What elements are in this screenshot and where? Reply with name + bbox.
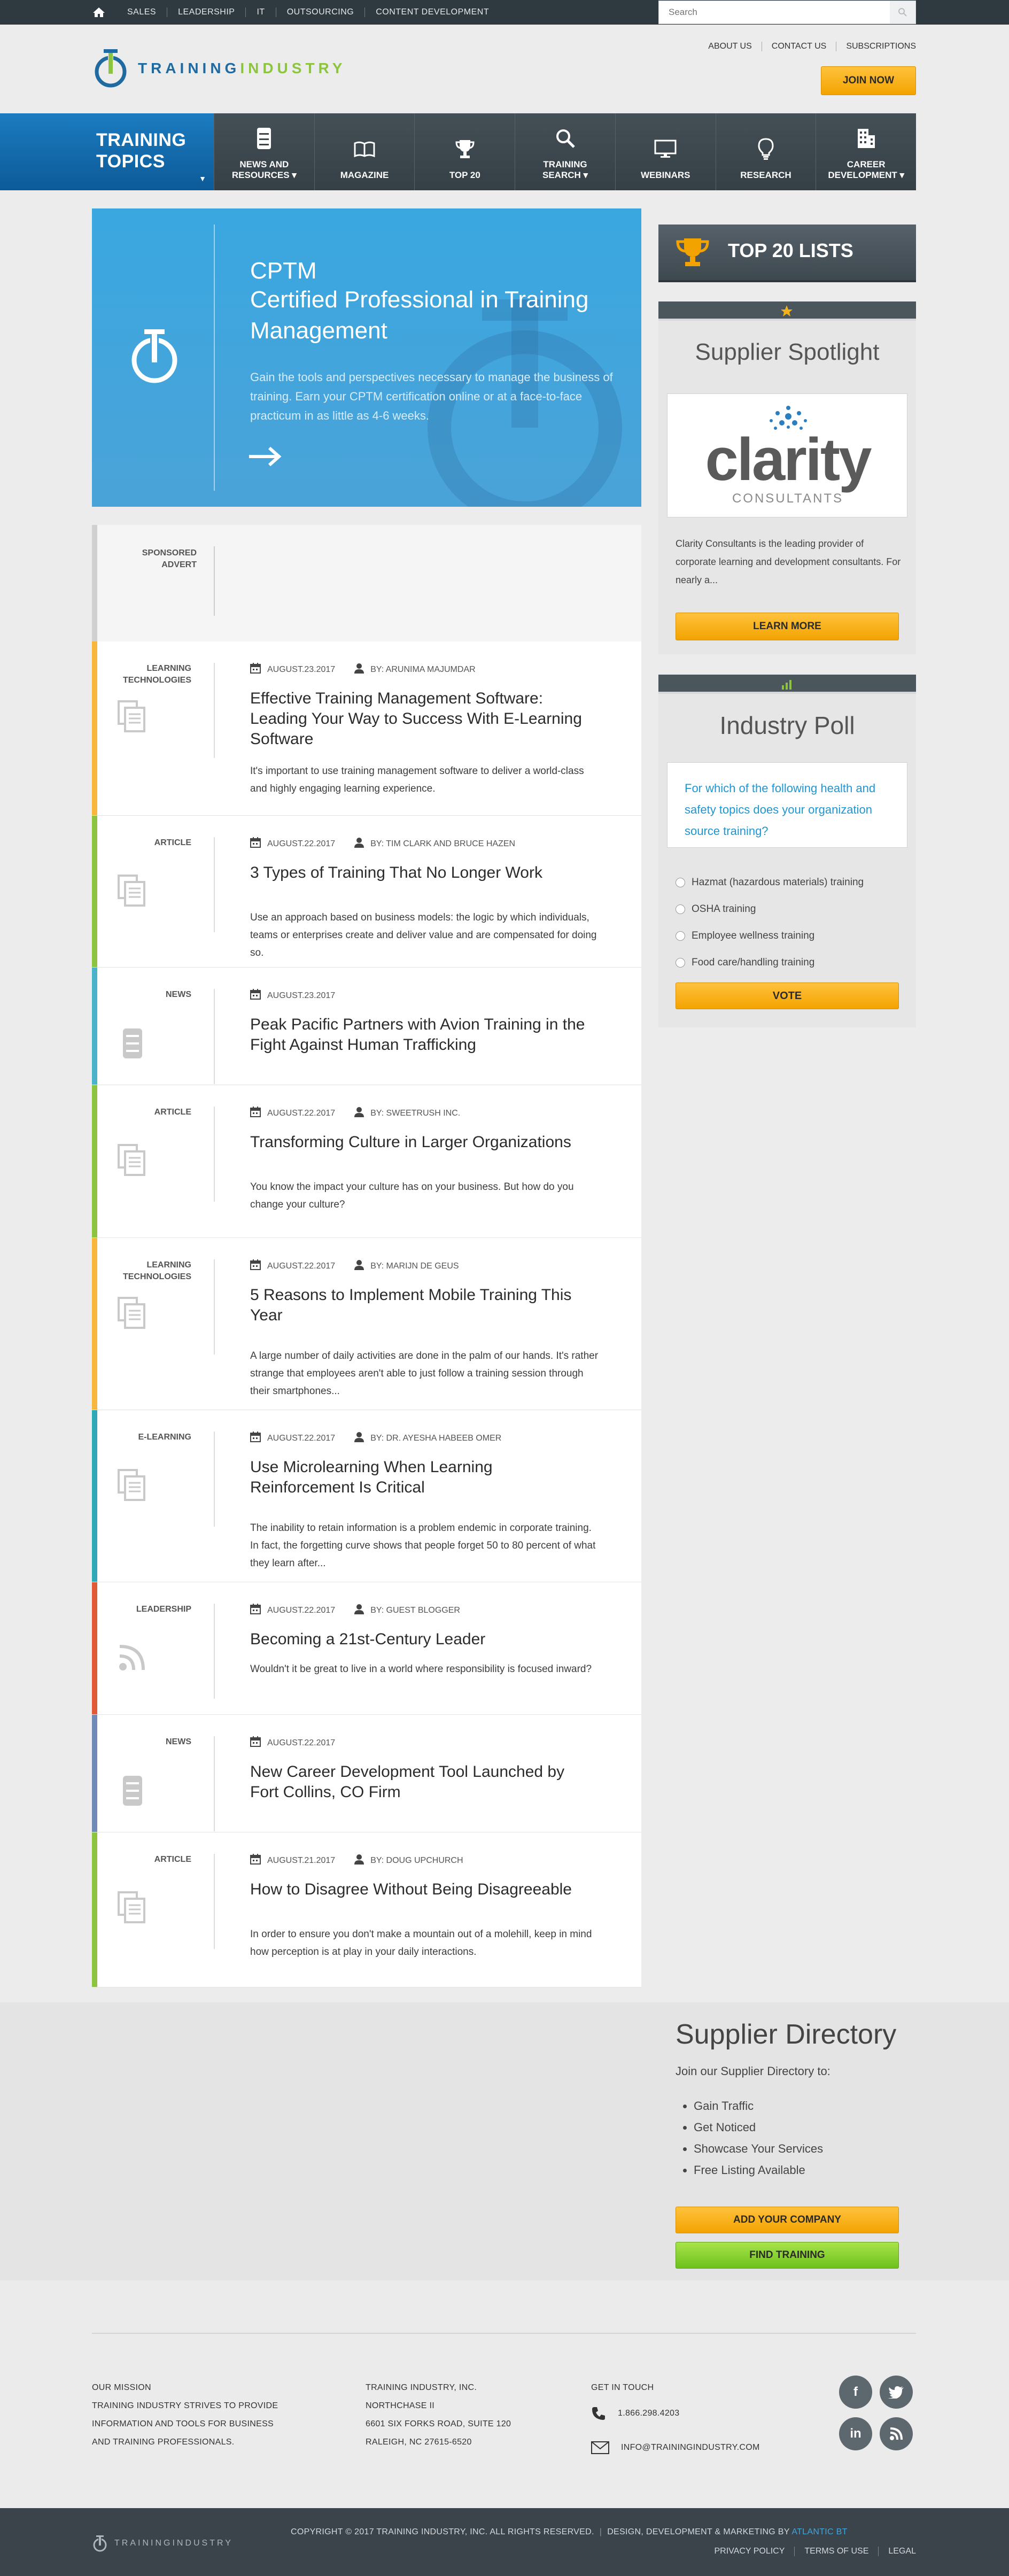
cptm-logo-icon — [125, 323, 184, 387]
poll-option[interactable]: Food care/handling training — [676, 957, 814, 969]
search-input[interactable] — [659, 1, 890, 24]
utility-links — [698, 42, 916, 51]
article-excerpt: Wouldn't it be great to live in a world where responsibility is focused inward? — [250, 1664, 592, 1675]
nav-items — [214, 113, 916, 190]
calendar-icon — [250, 837, 267, 850]
cptm-hero-banner[interactable] — [92, 208, 641, 507]
list-item: • Gain Traffic — [694, 2095, 911, 2117]
nav-news-resources[interactable]: NEWS AND RESOURCES ▾ — [214, 113, 314, 190]
arrow-right-icon[interactable] — [248, 446, 282, 467]
directory-intro: Join our Supplier Directory to: — [676, 2064, 831, 2078]
industry-poll — [658, 675, 916, 1027]
poll-option[interactable]: Employee wellness training — [676, 930, 814, 942]
top-search — [658, 1, 916, 24]
card-divider — [214, 1259, 215, 1355]
toplink-leadership[interactable]: LEADERSHIP — [167, 7, 246, 17]
clarity-wordmark: clarity — [705, 426, 871, 493]
envelope-icon — [591, 2441, 609, 2454]
email-link[interactable]: INFO@TRAININGINDUSTRY.COM — [591, 2439, 760, 2457]
hero-kicker: CPTM — [250, 258, 317, 284]
card-divider — [214, 663, 215, 758]
nav-training-search[interactable]: TRAINING SEARCH ▾ — [515, 113, 615, 190]
topics-line1: TRAINING — [96, 130, 187, 150]
monitor-icon — [654, 136, 677, 163]
user-icon — [354, 1854, 370, 1867]
article-meta — [250, 1107, 479, 1120]
article-excerpt: You know the impact your culture has on your business. But how do you change your culture? — [250, 1181, 574, 1210]
article-author: BY: ARUNIMA MAJUMDAR — [354, 663, 475, 676]
article-date: AUGUST.23.2017 — [250, 989, 335, 1002]
supplier-directory-section — [0, 2002, 1009, 2280]
footer-mission: OUR MISSION TRAINING INDUSTRY STRIVES TO PROVIDE INFORMATION AND TOOLS FOR BUSINESS AND TRAINING PROFESSIONALS. — [92, 2383, 278, 2447]
article-category[interactable]: LEADERSHIP — [136, 1605, 191, 1614]
article-meta — [250, 1432, 521, 1445]
join-now-button[interactable]: JOIN NOW — [821, 66, 916, 95]
article-title[interactable]: 5 Reasons to Implement Mobile Training This Year — [250, 1286, 572, 1324]
footer-divider — [92, 2333, 916, 2334]
calendar-icon — [250, 989, 267, 1002]
user-icon — [354, 1259, 370, 1273]
category-color-bar — [92, 641, 97, 815]
article-title[interactable]: How to Disagree Without Being Disagreeable — [250, 1881, 572, 1898]
search-button[interactable] — [890, 1, 915, 24]
card-divider — [214, 1432, 215, 1527]
about-us-link[interactable]: ABOUT US — [698, 42, 762, 51]
article-category[interactable]: E-LEARNING — [138, 1433, 191, 1442]
article-title[interactable]: Use Microlearning When Learning Reinforcement Is Critical — [250, 1458, 493, 1496]
category-color-bar — [92, 1832, 97, 1987]
article-card[interactable] — [92, 1238, 641, 1410]
site-header — [0, 25, 1009, 113]
article-card[interactable] — [92, 1832, 641, 1987]
hero-divider — [214, 225, 215, 491]
spotlight-description: Clarity Consultants is the leading provider of corporate learning and development consultants. For nearly a... — [676, 538, 901, 585]
document-icon — [117, 1297, 149, 1332]
spotlight-header-bar — [658, 301, 916, 321]
article-meta — [250, 1259, 478, 1273]
calendar-icon — [250, 1107, 267, 1120]
card-divider — [214, 989, 215, 1084]
sponsor-divider — [214, 546, 215, 616]
lightbulb-icon — [758, 136, 774, 163]
rss-icon[interactable] — [880, 2417, 913, 2450]
spotlight-title: Supplier Spotlight — [695, 339, 880, 365]
footer-logo[interactable]: TRAININGINDUSTRY — [92, 2534, 233, 2553]
poll-question: For which of the following health and safety topics does your organization source training? — [667, 762, 907, 848]
article-card[interactable] — [92, 1582, 641, 1715]
card-divider — [214, 1107, 215, 1202]
article-date: AUGUST.21.2017 — [250, 1854, 335, 1867]
article-category[interactable]: ARTICLE — [154, 1108, 191, 1117]
article-author: BY: DOUG UPCHURCH — [354, 1854, 463, 1867]
poll-option[interactable]: OSHA training — [676, 903, 756, 915]
toplink-outsourcing[interactable]: OUTSOURCING — [276, 7, 366, 17]
subscriptions-link[interactable]: SUBSCRIPTIONS — [846, 42, 916, 51]
user-icon — [354, 1432, 370, 1445]
user-icon — [354, 837, 370, 850]
article-card[interactable] — [92, 816, 641, 968]
document-icon — [117, 1144, 149, 1179]
user-icon — [354, 663, 370, 676]
article-author: BY: MARIJN DE GEUS — [354, 1259, 459, 1273]
article-meta — [250, 837, 534, 850]
list-item: • Free Listing Available — [694, 2160, 911, 2181]
trophy-icon — [455, 136, 475, 163]
category-color-bar — [92, 968, 97, 1085]
article-title[interactable]: Transforming Culture in Larger Organizations — [250, 1133, 571, 1151]
nav-top-20[interactable]: TOP 20 — [414, 113, 515, 190]
card-divider — [214, 1604, 215, 1699]
facebook-icon[interactable]: f — [839, 2376, 872, 2409]
card-divider — [214, 837, 215, 932]
calendar-icon — [250, 1736, 267, 1750]
card-divider — [214, 1736, 215, 1831]
article-category[interactable]: ARTICLE — [154, 1855, 191, 1864]
list-item: • Showcase Your Services — [694, 2138, 911, 2160]
calendar-icon — [250, 1259, 267, 1273]
linkedin-icon[interactable]: in — [839, 2417, 872, 2450]
bar-chart-icon — [780, 678, 793, 691]
article-title[interactable]: Effective Training Management Software: Leading Your Way to Success With E-Learning Software — [250, 690, 582, 748]
footer-bottom-bar — [0, 2508, 1009, 2576]
search-icon — [898, 7, 907, 17]
footer-address: TRAINING INDUSTRY, INC. NORTHCHASE II 6601 SIX FORKS ROAD, SUITE 120 RALEIGH, NC 27615-6520 — [366, 2383, 511, 2447]
category-color-bar — [92, 1238, 97, 1410]
article-title[interactable]: Becoming a 21st-Century Leader — [250, 1630, 486, 1648]
search-icon — [555, 125, 576, 152]
site-footer — [0, 2280, 1009, 2508]
sponsored-advert — [92, 525, 641, 641]
logo-icon — [92, 46, 129, 91]
legal-link[interactable]: LEGAL — [888, 2547, 916, 2556]
calendar-icon — [250, 1604, 267, 1617]
article-category[interactable]: ARTICLE — [154, 838, 191, 847]
news-icon — [117, 1026, 149, 1063]
learn-more-button[interactable]: LEARN MORE — [676, 613, 899, 640]
user-icon — [354, 1107, 370, 1120]
category-color-bar — [92, 1410, 97, 1582]
article-date: AUGUST.22.2017 — [250, 1259, 335, 1273]
article-date: AUGUST.22.2017 — [250, 1736, 335, 1750]
topics-line2: TOPICS — [96, 151, 165, 172]
contact-us-link[interactable]: CONTACT US — [762, 42, 837, 51]
article-author: BY: GUEST BLOGGER — [354, 1604, 460, 1617]
vote-button[interactable]: VOTE — [676, 983, 899, 1009]
toplink-sales[interactable]: SALES — [117, 7, 167, 17]
article-meta — [250, 989, 354, 1002]
article-card[interactable] — [92, 641, 641, 816]
calendar-icon — [250, 663, 267, 676]
category-color-bar — [92, 1715, 97, 1832]
nav-research[interactable]: RESEARCH — [716, 113, 816, 190]
nav-career-development[interactable]: CAREER DEVELOPMENT ▾ — [816, 113, 916, 190]
article-category[interactable]: LEARNING TECHNOLOGIES — [122, 1260, 191, 1281]
poll-title: Industry Poll — [719, 711, 855, 739]
site-logo[interactable] — [92, 46, 346, 91]
article-author: BY: TIM CLARK AND BRUCE HAZEN — [354, 837, 515, 850]
user-icon — [354, 1604, 370, 1617]
nav-webinars[interactable]: WEBINARS — [615, 113, 716, 190]
article-date: AUGUST.22.2017 — [250, 837, 335, 850]
poll-header-bar — [658, 675, 916, 694]
book-icon — [354, 136, 375, 163]
terms-of-use-link[interactable]: TERMS OF USE — [795, 2547, 879, 2556]
top-20-lists-button[interactable] — [658, 225, 916, 282]
category-color-bar — [92, 816, 97, 967]
article-card[interactable] — [92, 1715, 641, 1832]
calendar-icon — [250, 1432, 267, 1445]
news-icon — [256, 125, 272, 152]
copyright-line: COPYRIGHT © 2017 TRAINING INDUSTRY, INC. ALL RIGHTS RESERVED. | DESIGN, DEVELOPMENT & MARKETING BY ATLANTIC BT — [291, 2527, 848, 2536]
article-excerpt: In order to ensure you don't make a mountain out of a molehill, keep in mind how perception is at play in your daily interactions. — [250, 1929, 592, 1958]
article-meta — [250, 1736, 354, 1750]
article-author: BY: DR. AYESHA HABEEB OMER — [354, 1432, 501, 1445]
news-icon — [117, 1774, 149, 1811]
logo-wordmark: TRAININGINDUSTRY — [138, 60, 346, 76]
article-meta — [250, 663, 495, 676]
hero-title: Certified Professional in Training Management — [250, 287, 589, 344]
article-date: AUGUST.23.2017 — [250, 663, 335, 676]
document-icon — [117, 1891, 149, 1926]
supplier-spotlight — [658, 301, 916, 585]
hero-description: Gain the tools and perspectives necessary to manage the business of training. Earn your CPTM certification online or at a face-to-face practicum in as little as 4-6 weeks. — [250, 370, 613, 422]
category-color-bar — [92, 1582, 97, 1714]
find-training-button[interactable]: FIND TRAINING — [676, 2242, 899, 2269]
clarity-subtitle: CONSULTANTS — [732, 491, 844, 506]
top-20-label: TOP 20 LISTS — [728, 239, 853, 261]
toplink-it[interactable]: IT — [246, 7, 276, 17]
article-meta — [250, 1854, 483, 1867]
article-excerpt: The inability to retain information is a problem endemic in corporate training. In fact, the forgetting curve shows that people forget 50 to 80 percent of what they learn after... — [250, 1522, 596, 1569]
document-icon — [117, 875, 149, 909]
supplier-directory — [676, 2018, 911, 2181]
trophy-icon — [676, 236, 710, 268]
article-date: AUGUST.22.2017 — [250, 1432, 335, 1445]
chevron-down-icon: ▼ — [199, 174, 206, 183]
radio-button[interactable] — [676, 931, 685, 941]
article-category[interactable]: NEWS — [166, 990, 191, 999]
article-title[interactable]: New Career Development Tool Launched by Fort Collins, CO Firm — [250, 1763, 565, 1801]
article-excerpt: Use an approach based on business models: the logic by which individuals, teams or enterprises create and deliver value and are compensated for doing so. — [250, 912, 597, 958]
atlantic-bt-link[interactable]: ATLANTIC BT — [791, 2527, 848, 2536]
document-icon — [117, 1469, 149, 1504]
article-category[interactable]: LEARNING TECHNOLOGIES — [122, 664, 191, 685]
document-icon — [117, 700, 149, 735]
article-title[interactable]: Peak Pacific Partners with Avion Training in the Fight Against Human Trafficking — [250, 1016, 585, 1054]
article-date: AUGUST.22.2017 — [250, 1107, 335, 1120]
legal-links — [704, 2547, 916, 2556]
toplink-content-development[interactable]: CONTENT DEVELOPMENT — [376, 7, 490, 17]
article-card[interactable] — [92, 1085, 641, 1238]
article-card[interactable] — [92, 968, 641, 1085]
article-author: BY: SWEETRUSH INC. — [354, 1107, 460, 1120]
phone-icon — [591, 2406, 606, 2421]
radio-button[interactable] — [676, 904, 685, 914]
card-divider — [214, 1854, 215, 1949]
twitter-icon[interactable] — [880, 2376, 913, 2409]
logo-icon — [92, 2534, 108, 2553]
home-icon[interactable] — [92, 6, 106, 18]
article-date: AUGUST.22.2017 — [250, 1604, 335, 1617]
add-company-button[interactable]: ADD YOUR COMPANY — [676, 2207, 899, 2233]
list-item: • Get Noticed — [694, 2117, 911, 2138]
article-meta — [250, 1604, 479, 1617]
main-nav — [0, 113, 1009, 190]
training-topics-menu[interactable] — [92, 113, 214, 190]
clarity-logo[interactable] — [667, 393, 907, 517]
category-color-bar — [92, 1085, 97, 1237]
phone-link[interactable]: 1.866.298.4203 — [591, 2404, 760, 2423]
radio-button[interactable] — [676, 878, 685, 887]
article-card[interactable] — [92, 1410, 641, 1582]
poll-option[interactable]: Hazmat (hazardous materials) training — [676, 877, 864, 888]
rss-icon — [117, 1641, 149, 1676]
article-category[interactable]: NEWS — [166, 1737, 191, 1746]
top-bar — [0, 0, 1009, 25]
calendar-icon — [250, 1854, 267, 1867]
radio-button[interactable] — [676, 958, 685, 968]
article-excerpt: It's important to use training management software to deliver a world-class and highly engaging learning experience. — [250, 765, 584, 794]
sponsored-label: SPONSORED ADVERT — [142, 548, 197, 569]
article-excerpt: A large number of daily activities are done in the palm of our hands. It's rather strange that employees aren't able to just follow a training session through their smartphones... — [250, 1350, 599, 1397]
building-icon — [856, 125, 877, 152]
directory-title: Supplier Directory — [676, 2019, 897, 2050]
privacy-policy-link[interactable]: PRIVACY POLICY — [704, 2547, 795, 2556]
star-icon — [780, 305, 793, 318]
directory-benefits — [676, 2095, 911, 2181]
top-links — [92, 0, 500, 25]
nav-magazine[interactable]: MAGAZINE — [314, 113, 415, 190]
article-title[interactable]: 3 Types of Training That No Longer Work — [250, 864, 542, 881]
footer-contact: GET IN TOUCH 1.866.298.4203 INFO@TRAININGINDUSTRY.COM — [591, 2379, 760, 2457]
